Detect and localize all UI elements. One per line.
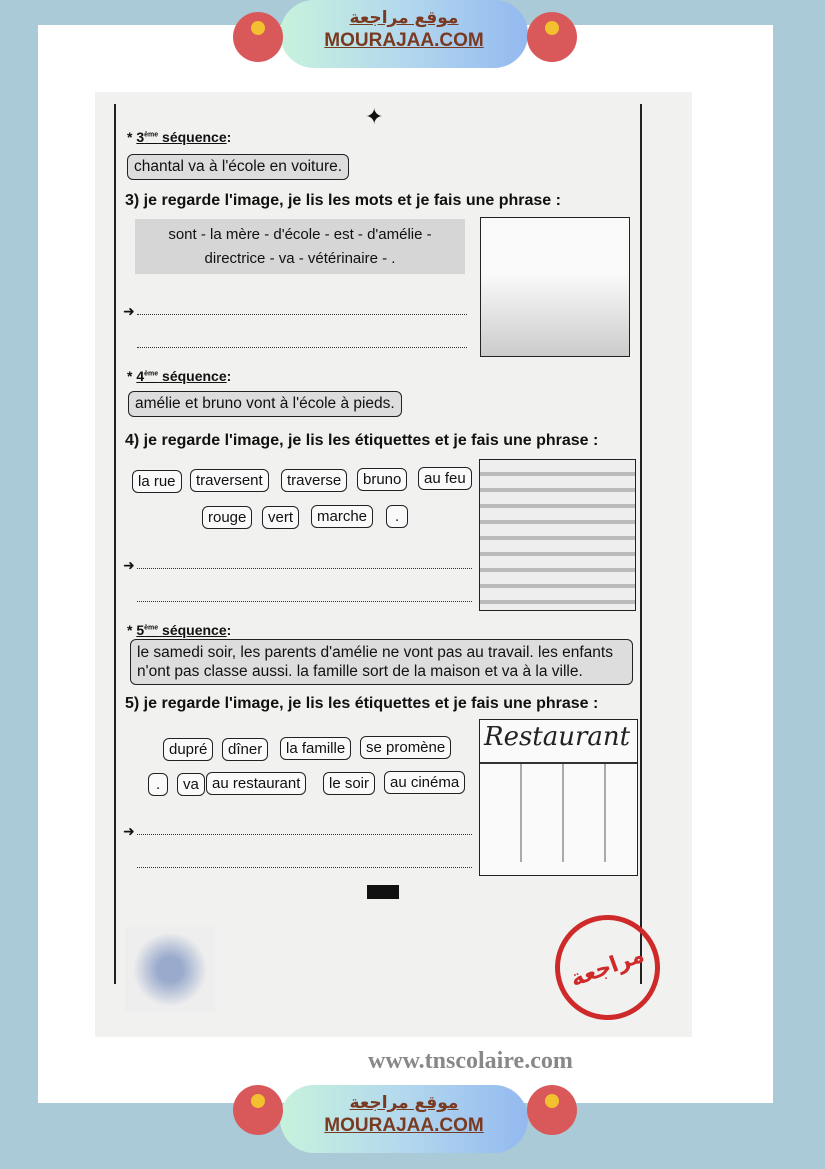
scanned-worksheet <box>95 92 692 1037</box>
q5-tag[interactable]: au restaurant <box>206 772 306 795</box>
banner-arabic: موقع مراجعة <box>349 1093 459 1113</box>
q5-title: 5) je regarde l'image, je lis les étiquettes et je fais une phrase : <box>125 695 599 712</box>
star-ornament: ✦ <box>365 104 384 129</box>
arrow-icon: ➜ <box>123 823 135 839</box>
q5-tag[interactable]: le soir <box>323 772 375 795</box>
seq5-label: * 5ème séquence: <box>127 622 232 638</box>
mourajaa-stamp: مراجعة <box>540 900 675 1035</box>
q4-tag[interactable]: rouge <box>202 506 252 529</box>
q4-tag[interactable]: traversent <box>190 469 269 492</box>
answer-line[interactable] <box>137 867 472 868</box>
q5-tag[interactable]: se promène <box>360 736 451 759</box>
restaurant-front <box>480 762 637 862</box>
left-border <box>114 104 116 984</box>
banner-site: MOURAJAA.COM <box>324 1115 484 1136</box>
seq3-label: * 3ème séquence: <box>127 129 232 145</box>
q3-words-line1: sont - la mère - d'école - est - d'amélie - <box>168 226 432 243</box>
q5-tag[interactable]: la famille <box>280 737 351 760</box>
seq5-text <box>130 639 633 685</box>
arrow-icon: ➜ <box>123 303 135 319</box>
logo-right-top <box>527 12 577 62</box>
logo-right-bottom <box>527 1085 577 1135</box>
restaurant-image <box>479 719 638 876</box>
footer-url[interactable]: www.tnscolaire.com <box>368 1048 573 1074</box>
q4-tag[interactable]: traverse <box>281 469 347 492</box>
q4-tag[interactable]: marche <box>311 505 373 528</box>
arrow-icon: ➜ <box>123 557 135 573</box>
logo-left-top <box>233 12 283 62</box>
seq5-text-line2: n'ont pas classe aussi. la famille sort de la maison et va à la ville. <box>137 663 583 680</box>
answer-line[interactable] <box>137 347 467 348</box>
logo-left-bottom <box>233 1085 283 1135</box>
q5-tag[interactable]: dîner <box>222 738 268 761</box>
seq4-label: * 4ème séquence: <box>127 368 232 384</box>
q5-tag[interactable]: au cinéma <box>384 771 465 794</box>
q4-tag[interactable]: la rue <box>132 470 182 493</box>
q5-tag[interactable]: . <box>148 773 168 796</box>
restaurant-sign: Restaurant <box>484 722 631 752</box>
top-banner[interactable] <box>280 0 528 68</box>
bottom-banner[interactable] <box>280 1085 528 1153</box>
q4-tag[interactable]: . <box>386 505 408 528</box>
directrice-image <box>480 217 630 357</box>
q5-tag[interactable]: dupré <box>163 738 213 761</box>
answer-line[interactable] <box>137 314 467 315</box>
school-logo <box>125 927 215 1012</box>
q4-tag[interactable]: vert <box>262 506 299 529</box>
q3-title: 3) je regarde l'image, je lis les mots et je fais une phrase : <box>125 192 561 209</box>
answer-line[interactable] <box>137 601 472 602</box>
seq4-text: amélie et bruno vont à l'école à pieds. <box>128 391 402 417</box>
q3-word-list <box>135 219 465 274</box>
banner-arabic: موقع مراجعة <box>349 8 459 28</box>
q4-title: 4) je regarde l'image, je lis les étiquettes et je fais une phrase : <box>125 432 599 449</box>
seq3-text: chantal va à l'école en voiture. <box>127 154 349 180</box>
answer-line[interactable] <box>137 568 472 569</box>
q3-words-line2: directrice - va - vétérinaire - . <box>204 250 396 267</box>
q5-tag[interactable]: va <box>177 773 205 796</box>
answer-line[interactable] <box>137 834 472 835</box>
page-mark <box>367 885 399 899</box>
q4-tag[interactable]: bruno <box>357 468 407 491</box>
seq5-text-line1: le samedi soir, les parents d'amélie ne vont pas au travail. les enfants <box>137 644 613 661</box>
banner-site: MOURAJAA.COM <box>324 30 484 51</box>
crosswalk-image <box>479 459 636 611</box>
right-border <box>640 104 642 984</box>
q4-tag[interactable]: au feu <box>418 467 472 490</box>
